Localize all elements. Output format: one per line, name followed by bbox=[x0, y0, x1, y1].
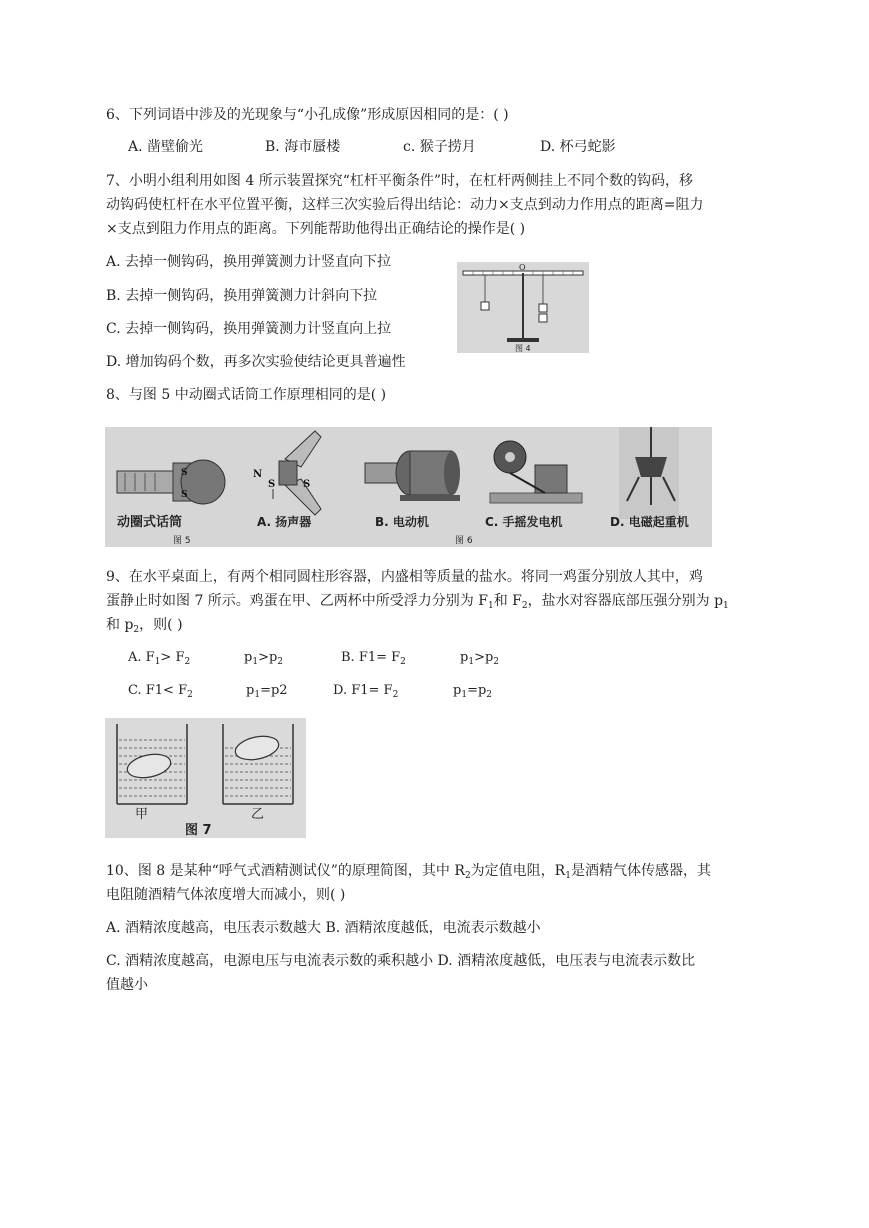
q9-stem-line-3: 和 $p_2$，则( ) bbox=[106, 617, 183, 635]
label-motor: B. 电动机 bbox=[375, 515, 429, 529]
q10-stem-line-2: 电阻随酒精气体浓度增大而减小，则( ) bbox=[106, 887, 346, 903]
q6-option-d: D. 杯弓蛇影 bbox=[540, 139, 616, 155]
q6-stem: 6、下列词语中涉及的光现象与“小孔成像”形成原因相同的是：( ) bbox=[106, 107, 509, 123]
q7-stem-line-1: 7、小明小组利用如图 4 所示装置探究“杠杆平衡条件”时，在杠杆两侧挂上不同个数的钩码，移 bbox=[106, 173, 694, 189]
motor-illustration bbox=[365, 451, 460, 501]
q9-option-d-force: D. $F1= F_2$ bbox=[333, 683, 399, 700]
q7-option-a: A. 去掉一侧钩码，换用弹簧测力计竖直向下拉 bbox=[106, 254, 392, 270]
crane-illustration bbox=[619, 427, 679, 519]
beaker-right-label: 乙 bbox=[251, 807, 265, 822]
q7-option-c: C. 去掉一侧钩码，换用弹簧测力计竖直向上拉 bbox=[106, 321, 392, 337]
q9-option-c-pressure: $p_1=p2$ bbox=[246, 683, 288, 700]
label-crane: D. 电磁起重机 bbox=[610, 515, 689, 529]
microphone-illustration bbox=[117, 460, 225, 504]
speaker-illustration bbox=[253, 431, 321, 515]
beaker-left-label: 甲 bbox=[135, 807, 149, 822]
q9-option-a-pressure: $p_1>p_2$ bbox=[244, 650, 284, 667]
figure-6-caption: 图 6 bbox=[455, 536, 473, 546]
label-dynamic-microphone: 动圈式话筒 bbox=[117, 515, 183, 530]
q9-stem-line-2: 蛋静止时如图 7 所示。鸡蛋在甲、乙两杯中所受浮力分别为 $F_1$和 $F_2$，盐水对容器底部压强分别为 $p_1$ bbox=[106, 593, 729, 611]
q9-stem-line-1: 9、在水平桌面上，有两个相同圆柱形容器，内盛相等质量的盐水。将同一鸡蛋分别放人其中，鸡 bbox=[106, 569, 703, 585]
figure-7-caption: 图 7 bbox=[185, 823, 212, 838]
label-generator: C. 手摇发电机 bbox=[485, 515, 563, 529]
lever-figure bbox=[457, 262, 589, 353]
label-speaker: A. 扬声器 bbox=[257, 515, 312, 529]
q7-option-d: D. 增加钩码个数，再多次实验使结论更具普遍性 bbox=[106, 354, 406, 370]
q8-stem: 8、与图 5 中动圈式话筒工作原理相同的是( ) bbox=[106, 387, 387, 403]
q7-stem-line-3: ×支点到阻力作用点的距离。下列能帮助他得出正确结论的操作是( ) bbox=[106, 221, 526, 237]
q9-option-d-pressure: $p_1=p_2$ bbox=[453, 683, 493, 700]
q7-stem-line-2: 动钩码使杠杆在水平位置平衡，这样三次实验后得出结论：动力×支点到动力作用点的距离=阻力 bbox=[106, 197, 704, 213]
svg-text:S: S bbox=[303, 479, 311, 490]
q9-option-b-pressure: $p_1>p_2$ bbox=[460, 650, 500, 667]
figure-5-caption: 图 5 bbox=[173, 536, 191, 546]
svg-text:S: S bbox=[181, 490, 188, 500]
q10-option-d-continued: 值越小 bbox=[106, 977, 148, 993]
svg-text:N: N bbox=[253, 469, 263, 480]
q9-option-a-force: A. $F_1> F_2$ bbox=[128, 650, 191, 667]
figure-4-caption: 图 4 bbox=[515, 344, 531, 353]
generator-illustration bbox=[490, 441, 582, 503]
svg-text:S: S bbox=[268, 479, 276, 490]
q6-option-c: c. 猴子捞月 bbox=[403, 139, 476, 155]
q9-option-b-force: B. $F1= F_2$ bbox=[341, 650, 406, 667]
q10-options-a-b: A. 酒精浓度越高，电压表示数越大 B. 酒精浓度越低，电流表示数越小 bbox=[106, 920, 541, 936]
lever-pivot-label: O bbox=[519, 263, 526, 272]
q6-option-b: B. 海市蜃楼 bbox=[265, 139, 341, 155]
q10-options-c-d: C. 酒精浓度越高，电源电压与电流表示数的乘积越小 D. 酒精浓度越低，电压表与电流表示数比 bbox=[106, 953, 696, 969]
beaker-right bbox=[223, 724, 293, 804]
q10-stem-line-1: 10、图 8 是某种“呼气式酒精测试仪”的原理简图，其中 $R_2$为定值电阻，$R_1$是酒精气体传感器，其 bbox=[106, 863, 711, 881]
figure-7-beakers bbox=[105, 718, 306, 838]
q7-option-b: B. 去掉一侧钩码，换用弹簧测力计斜向下拉 bbox=[106, 288, 378, 304]
svg-text:S: S bbox=[181, 468, 188, 478]
q6-option-a: A. 凿壁偷光 bbox=[128, 139, 204, 155]
figure-5-6-strip bbox=[105, 427, 712, 547]
beaker-left bbox=[117, 724, 187, 804]
q9-option-c-force: C. $F1< F_2$ bbox=[128, 683, 193, 700]
